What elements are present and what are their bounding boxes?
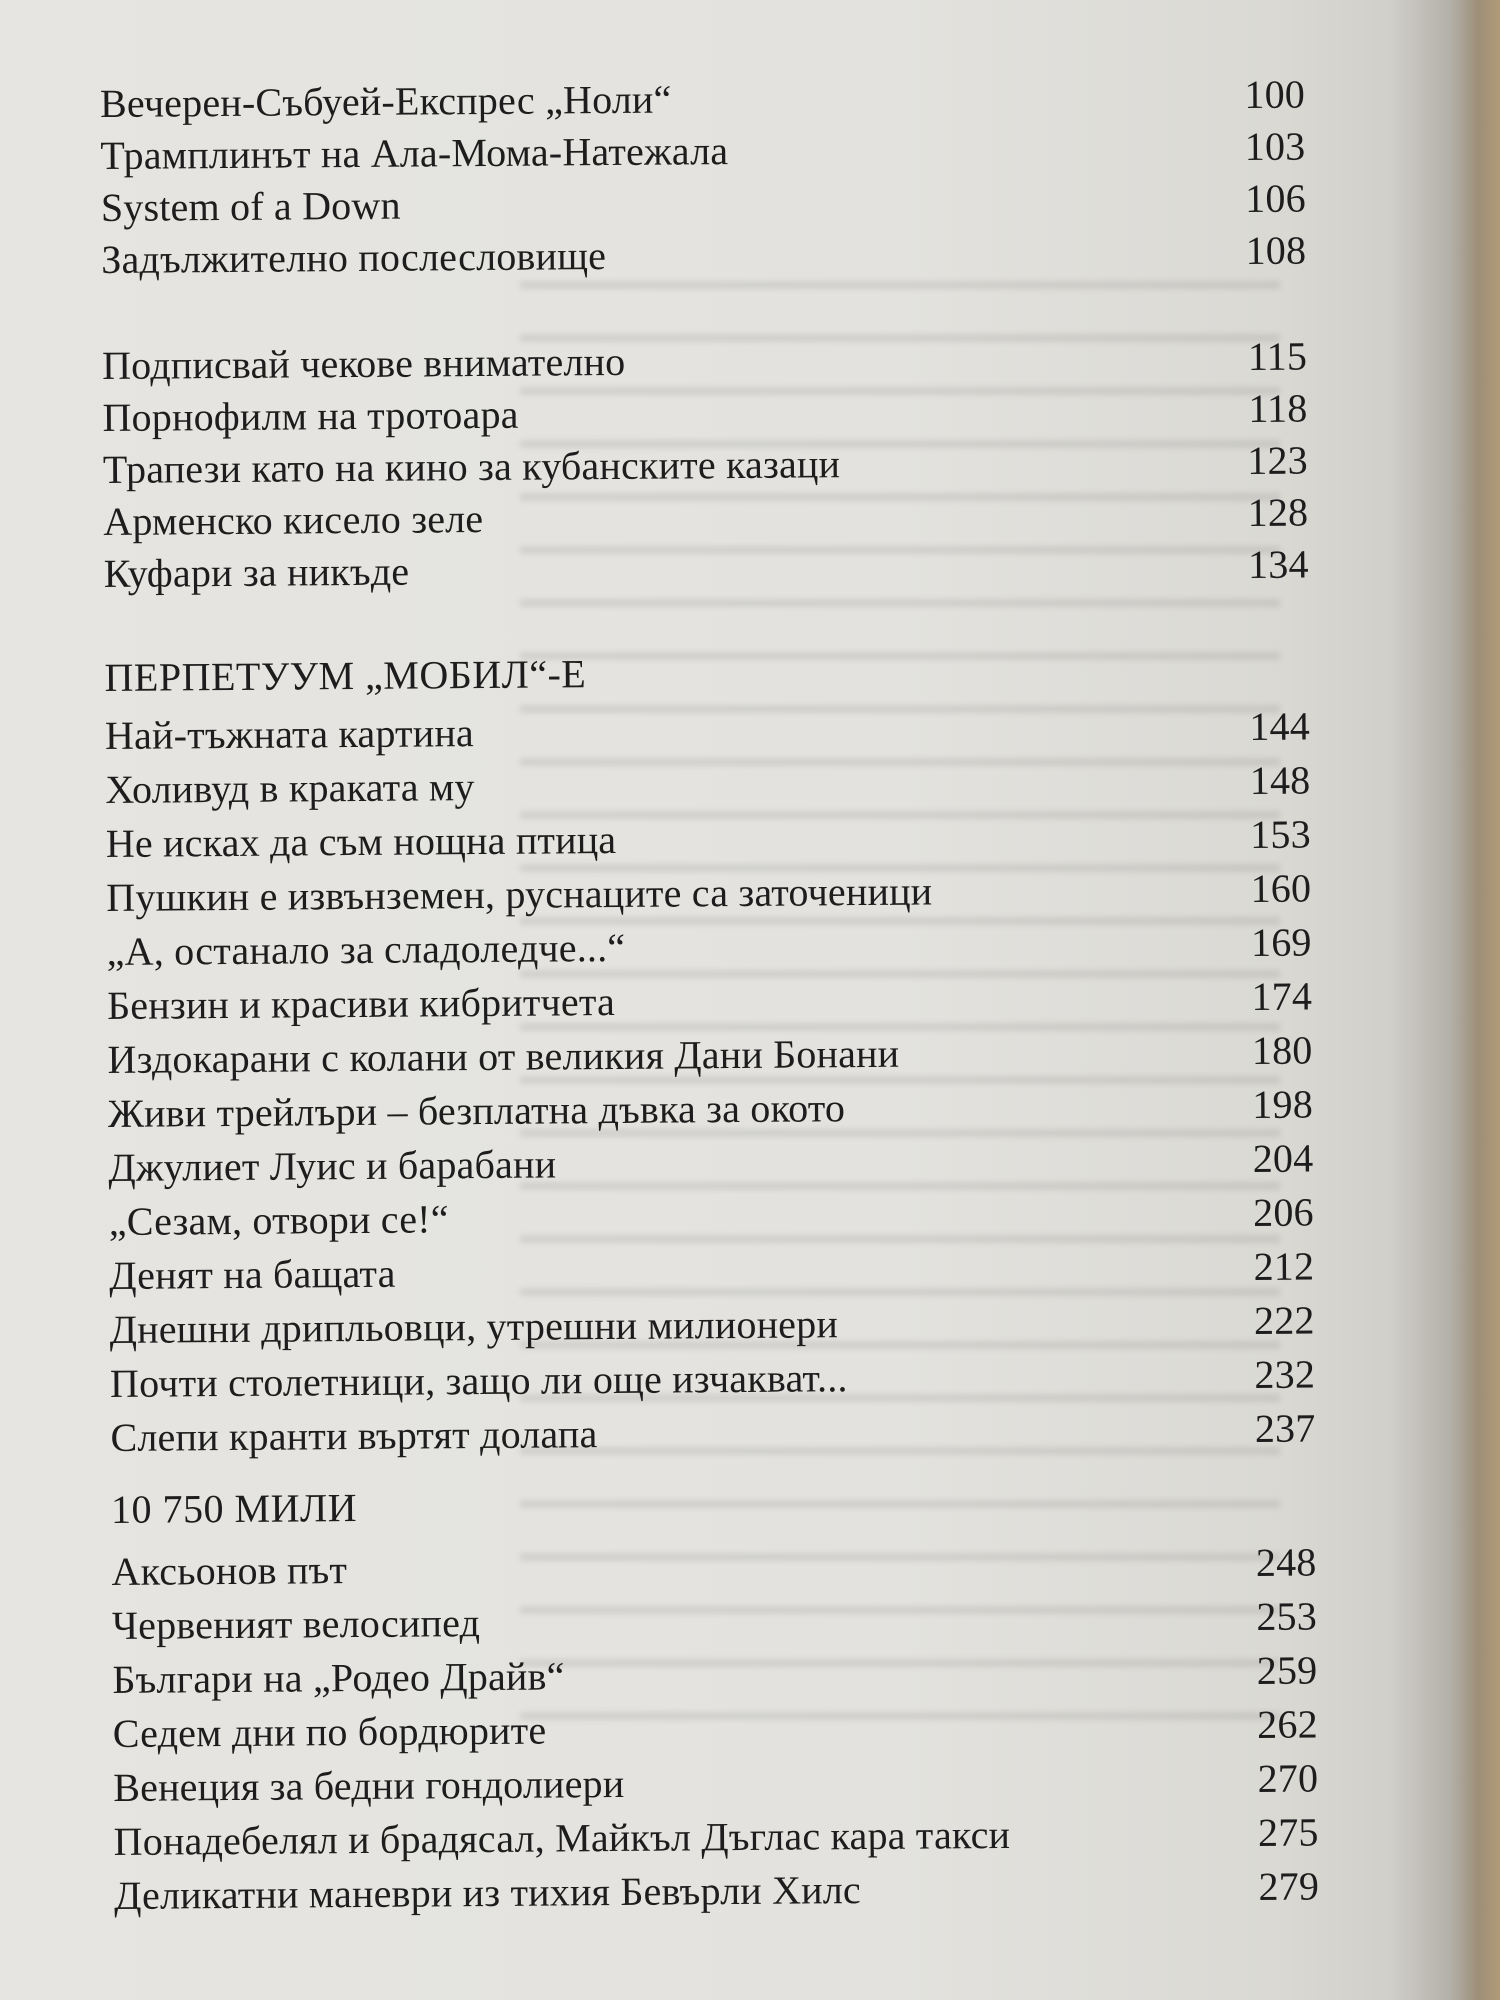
toc-entry-title: Порнофилм на тротоара xyxy=(102,391,519,440)
toc-entry-title: Задължително послесловище xyxy=(101,233,607,282)
toc-entry xyxy=(100,121,1305,182)
section-heading: ПЕРПЕТУУМ „МОБИЛ“-Е xyxy=(104,651,587,700)
toc-entry xyxy=(108,1079,1313,1140)
toc-entry xyxy=(110,1348,1315,1409)
toc-entry-title: Пушкин е извънземен, руснаците са заточеници xyxy=(106,868,933,920)
toc-entry-page: 259 xyxy=(1256,1647,1318,1693)
toc-entry-title: Аксьонов път xyxy=(111,1547,348,1594)
toc-entry-title: Трамплинът на Ала-Мома-Натежала xyxy=(100,128,729,178)
toc-entry xyxy=(112,1590,1317,1651)
toc-entry-title: Джулиет Луис и барабани xyxy=(108,1141,557,1190)
toc-entry xyxy=(100,69,1305,130)
toc-entry-page: 232 xyxy=(1254,1351,1316,1397)
toc-entry xyxy=(102,383,1307,444)
toc-entry xyxy=(112,1644,1317,1705)
toc-entry-page: 198 xyxy=(1252,1081,1314,1127)
toc-entry-page: 115 xyxy=(1247,333,1308,379)
section-heading: 10 750 МИЛИ xyxy=(110,1485,358,1532)
toc-entry-page: 262 xyxy=(1257,1701,1318,1747)
toc-entry-title: Понадебелял и брадясал, Майкъл Дъглас кара такси xyxy=(113,1811,1011,1864)
toc-entry-page: 222 xyxy=(1253,1297,1315,1343)
toc-entry-page: 279 xyxy=(1258,1863,1320,1909)
toc-entry xyxy=(114,1860,1319,1921)
toc-entry-title: Българи на „Родео Драйв“ xyxy=(112,1653,565,1702)
toc-entry xyxy=(109,1187,1314,1248)
toc-entry-page: 148 xyxy=(1249,757,1311,803)
toc-entry-title: „Сезам, отвори се!“ xyxy=(108,1196,449,1244)
toc-entry xyxy=(104,539,1309,600)
toc-entry xyxy=(103,487,1308,548)
toc-entry-page: 248 xyxy=(1255,1539,1317,1585)
toc-entry xyxy=(113,1752,1318,1813)
toc-entry-title: Слепи кранти въртят долапа xyxy=(110,1411,598,1460)
toc-entry-page: 103 xyxy=(1244,123,1306,170)
toc-entry-page: 275 xyxy=(1257,1809,1319,1855)
toc-entry-title: Арменско кисело зеле xyxy=(103,496,484,544)
toc-entry-page: 180 xyxy=(1251,1027,1313,1073)
toc-entry-page: 108 xyxy=(1245,227,1307,274)
toc-entry xyxy=(109,1294,1314,1355)
toc-entry-title: Трапези като на кино за кубанските казаци xyxy=(102,441,841,492)
toc-entry-title: Живи трейлъри – безплатна дъвка за окото xyxy=(107,1085,846,1136)
toc-entry-page: 212 xyxy=(1253,1243,1315,1289)
toc-entry-title: Червеният велосипед xyxy=(111,1600,481,1648)
toc-entry-page: 270 xyxy=(1257,1755,1319,1801)
toc-entry-page: 118 xyxy=(1248,385,1308,431)
toc-entry-page: 204 xyxy=(1252,1135,1314,1181)
toc-entry xyxy=(106,863,1311,924)
toc-entry-title: Бензин и красиви кибритчета xyxy=(106,978,616,1028)
toc-entry-page: 128 xyxy=(1247,489,1309,535)
toc-entry-page: 174 xyxy=(1251,973,1313,1019)
toc-entry-page: 253 xyxy=(1256,1593,1318,1639)
toc-entry xyxy=(107,971,1312,1032)
toc-entry xyxy=(105,755,1310,816)
toc-entry xyxy=(105,701,1310,762)
toc-entry-title: Подписвай чекове внимателно xyxy=(101,338,626,388)
toc-entry-page: 160 xyxy=(1250,865,1312,911)
toc-entry-page: 100 xyxy=(1244,71,1306,118)
toc-entry-page: 153 xyxy=(1250,811,1311,857)
toc-entry-page: 106 xyxy=(1245,175,1306,222)
toc-entry xyxy=(113,1698,1318,1759)
toc-entry-title: Седем дни по бордюрите xyxy=(112,1707,547,1756)
toc-entry-title: Днешни дрипльовци, утрешни милионери xyxy=(109,1301,839,1352)
toc-entry-title: „А, останало за сладоледче...“ xyxy=(106,924,626,974)
toc-entry xyxy=(111,1536,1316,1597)
toc-entry xyxy=(107,1025,1312,1086)
toc-entry-title: Вечерен-Събуей-Експрес „Ноли“ xyxy=(99,76,672,126)
toc-entry-title: Куфари за никъде xyxy=(103,548,410,596)
toc-entry xyxy=(101,173,1306,234)
toc-entry-title: Най-тъжната картина xyxy=(104,710,475,758)
toc-entry xyxy=(108,1133,1313,1194)
toc-entry xyxy=(103,435,1308,496)
toc-entry-page: 237 xyxy=(1254,1405,1316,1451)
toc-entry-title: Денят на бащата xyxy=(109,1250,396,1298)
toc-entry-title: Почти столетници, защо ли още изчакват... xyxy=(109,1355,848,1406)
toc-entry-title: System of a Down xyxy=(100,182,401,230)
toc-entry xyxy=(101,225,1306,286)
toc-entry xyxy=(102,331,1307,392)
toc-entry-title: Издокарани с колани от великия Дани Бонани xyxy=(107,1030,900,1082)
toc-entry-title: Холивуд в краката му xyxy=(105,764,475,812)
toc-entry-page: 134 xyxy=(1247,541,1309,587)
toc-entry-title: Не исках да съм нощна птица xyxy=(105,816,617,866)
toc-entry-page: 123 xyxy=(1247,437,1309,483)
toc-entry xyxy=(113,1806,1318,1867)
toc-entry xyxy=(106,917,1311,978)
toc-entry-page: 169 xyxy=(1250,919,1312,965)
toc-entry-title: Венеция за бедни гондолиери xyxy=(113,1760,625,1810)
toc-entry xyxy=(106,809,1311,870)
toc-entry xyxy=(110,1402,1315,1463)
toc-entry-title: Деликатни маневри из тихия Бевърли Хилс xyxy=(113,1867,862,1918)
toc-entry-page: 206 xyxy=(1252,1189,1314,1235)
toc-entry-page: 144 xyxy=(1249,703,1311,749)
toc-entry xyxy=(109,1241,1314,1302)
